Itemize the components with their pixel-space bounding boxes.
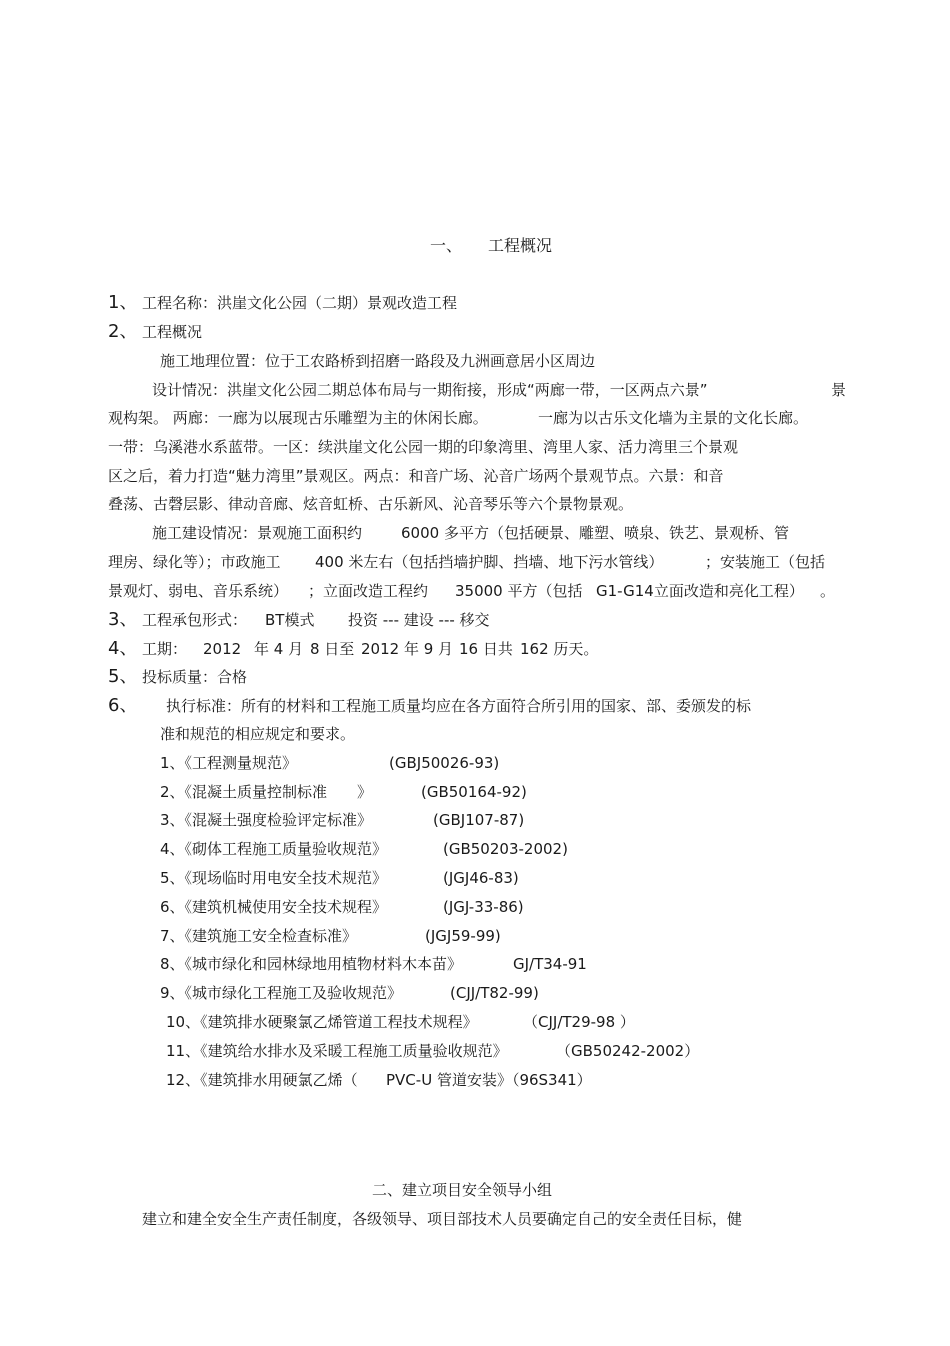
construction-text: 35000 平方（包括 [455, 582, 583, 600]
standards-intro: 执行标准：所有的材料和工程施工质量均应在各方面符合所引用的国家、部、委颁发的标 [166, 697, 752, 715]
standard-name: 1、《工程测量规范》 [160, 754, 298, 772]
construction-text: 。 [820, 582, 836, 600]
contract-label: 工程承包形式： [142, 611, 248, 629]
design-line-tail: 景 [831, 381, 847, 399]
item-number: 3、 [108, 609, 138, 630]
construction-text: 景观灯、弱电、音乐系统） [108, 582, 289, 600]
standard-code: PVC-U 管道安装》（96S341） [386, 1071, 592, 1089]
section-number: 一、 [430, 236, 463, 255]
location-text: 施工地理位置：位于工农路桥到招磨一路段及九洲画意居小区周边 [160, 352, 596, 370]
standard-code: (GBJ50026-93) [389, 754, 500, 772]
bid-quality: 投标质量：合格 [142, 668, 248, 686]
standard-code: (GB50164-92) [421, 783, 527, 801]
design-line: 一带：乌溪港水系蓝带。一区：续洪崖文化公园一期的印象湾里、湾里人家、活力湾里三个景观 [108, 438, 739, 456]
construction-text: G1-G14立面改造和亮化工程） [596, 582, 804, 600]
item-number: 2、 [108, 321, 138, 342]
duration-part: 年 4 月 [254, 640, 304, 658]
standard-code: GJ/T34-91 [513, 955, 587, 973]
duration-part: 16 日共 [459, 640, 513, 658]
standard-code: (CJJ/T82-99) [450, 984, 539, 1002]
standard-code: (GBJ107-87) [433, 811, 525, 829]
item-number: 6、 [108, 695, 138, 716]
construction-text: 6000 多平方（包括硬景、雕塑、喷泉、铁艺、景观桥、管 [401, 524, 789, 542]
standard-code: (JGJ-33-86) [443, 898, 524, 916]
construction-text: 理房、绿化等）；市政施工 [108, 553, 281, 571]
standard-name: 3、《混凝土强度检验评定标准》 [160, 811, 373, 829]
design-line: 设计情况：洪崖文化公园二期总体布局与一期衔接，形成“两廊一带，一区两点六景” [152, 381, 708, 399]
standard-name: 11、《建筑给水排水及采暖工程施工质量验收规范》 [166, 1042, 508, 1060]
construction-text: 400 米左右（包括挡墙护脚、挡墙、地下污水管线） [315, 553, 664, 571]
standard-code: (GB50203-2002) [443, 840, 568, 858]
standard-name: 4、《砌体工程施工质量验收规范》 [160, 840, 388, 858]
construction-text: 施工建设情况：景观施工面积约 [152, 524, 363, 542]
section-body: 建立和建全安全生产责任制度，各级领导、项目部技术人员要确定自己的安全责任目标，健 [142, 1210, 743, 1228]
standard-name: 7、《建筑施工安全检查标准》 [160, 927, 358, 945]
item-number: 1、 [108, 292, 138, 313]
standard-name: 5、《现场临时用电安全技术规范》 [160, 869, 388, 887]
construction-text: ；安装施工（包括 [705, 553, 826, 571]
standards-intro: 准和规范的相应规定和要求。 [160, 725, 356, 743]
duration-part: 2012 年 9 月 [361, 640, 454, 658]
item-number: 4、 [108, 638, 138, 659]
design-line: 观构架。 两廊：一廊为以展现古乐雕塑为主的休闲长廊。 [108, 409, 488, 427]
standard-name: 9、《城市绿化工程施工及验收规范》 [160, 984, 403, 1002]
design-line: 叠荡、古磬层影、律动音廊、炫音虹桥、古乐新风、沁音琴乐等六个景物景观。 [108, 495, 634, 513]
standard-code: (JGJ59-99) [425, 927, 501, 945]
item-number: 5、 [108, 666, 138, 687]
design-line: 区之后，着力打造“魅力湾里”景观区。两点：和音广场、沁音广场两个景观节点。六景：和音 [108, 467, 724, 485]
design-line: 一廊为以古乐文化墙为主景的文化长廊。 [538, 409, 809, 427]
duration-part: 162 历天。 [520, 640, 599, 658]
standard-code: （CJJ/T29-98 ） [523, 1013, 635, 1031]
standard-name: 8、《城市绿化和园林绿地用植物材料木本苗》 [160, 955, 463, 973]
standard-name: 2、《混凝土质量控制标准 》 [160, 783, 373, 801]
overview-label: 工程概况 [142, 323, 203, 341]
standard-name: 12、《建筑排水用硬氯乙烯（ [166, 1071, 358, 1089]
section-title: 工程概况 [488, 236, 553, 255]
project-name: 工程名称：洪崖文化公园（二期）景观改造工程 [142, 294, 458, 312]
standard-name: 10、《建筑排水硬聚氯乙烯管道工程技术规程》 [166, 1013, 478, 1031]
construction-text: ；立面改造工程约 [308, 582, 429, 600]
duration-part: 2012 [203, 640, 242, 658]
standard-code: （GB50242-2002） [556, 1042, 700, 1060]
section-title: 二、建立项目安全领导小组 [372, 1181, 553, 1199]
duration-label: 工期： [142, 640, 188, 658]
duration-part: 8 日至 [310, 640, 355, 658]
contract-desc: 投资 --- 建设 --- 移交 [348, 611, 490, 629]
contract-mode: BT模式 [265, 611, 315, 629]
standard-code: (JGJ46-83) [443, 869, 519, 887]
standard-name: 6、《建筑机械使用安全技术规程》 [160, 898, 388, 916]
